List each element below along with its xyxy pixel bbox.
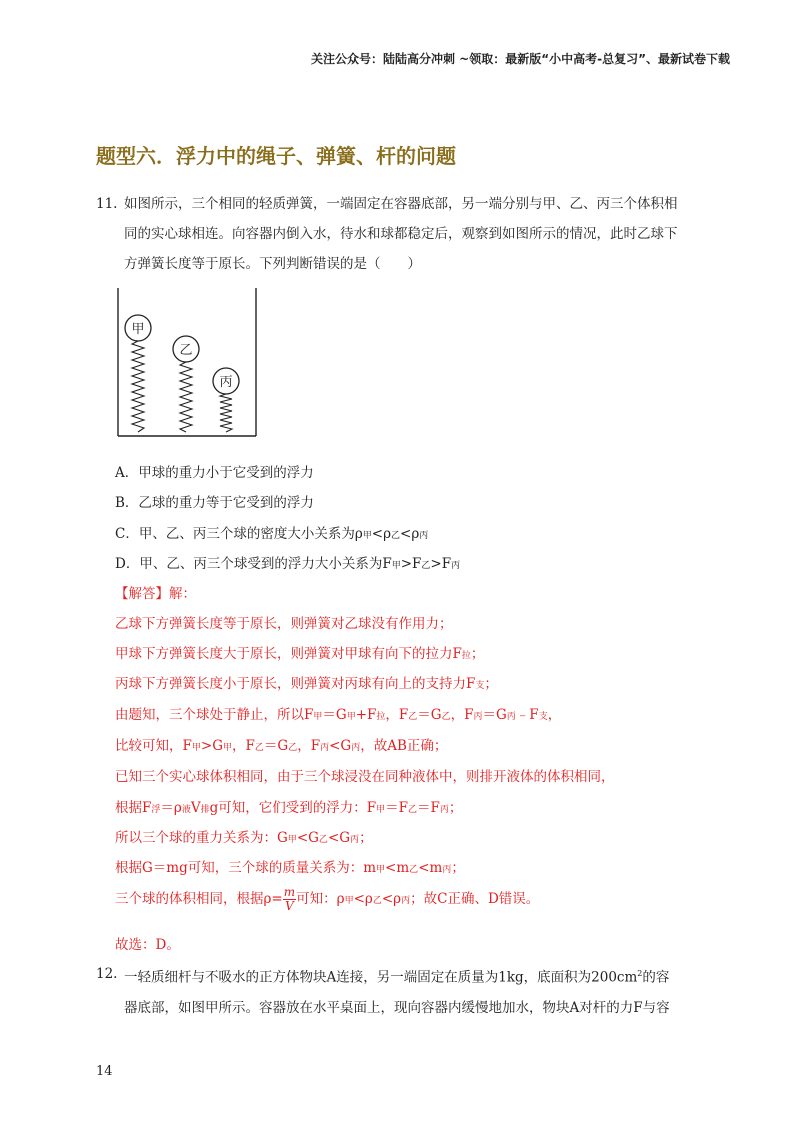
subscript: 甲 — [223, 743, 233, 753]
option-a: A．甲球的重力小于它受到的浮力 — [115, 465, 314, 481]
answer-line-1: 乙球下方弹簧长度等于原长，则弹簧对乙球没有作用力； — [115, 616, 453, 632]
option-d — [115, 552, 460, 572]
answer-text: ＝F — [385, 800, 409, 816]
answer-text: 所以三个球的重力关系为：G — [115, 830, 288, 846]
subscript: 甲 — [344, 896, 354, 906]
subscript: 丙 — [506, 712, 516, 722]
answer-text: ﹣F — [515, 707, 539, 723]
subscript: 丙 — [442, 865, 452, 875]
question-11-line-2: 同的实心球相连。向容器内倒入水，待水和球都稳定后，观察到如图所示的情况，此时乙球下 — [124, 226, 678, 242]
fraction-numerator: m — [283, 885, 296, 899]
answer-text: 根据F — [115, 800, 152, 816]
question-11-number: 11. — [96, 196, 118, 212]
question-12-line-1 — [124, 959, 724, 993]
question-12-number: 12. — [96, 966, 118, 982]
subscript: 排 — [200, 805, 210, 815]
subscript: 甲 — [376, 805, 386, 815]
subscript: 液 — [181, 805, 191, 815]
answer-line-2 — [115, 642, 484, 662]
answer-text: ，故AB正确； — [360, 738, 448, 754]
answer-line-8 — [115, 826, 373, 846]
subscript: 甲 — [191, 743, 201, 753]
answer-text: ，F — [232, 738, 255, 754]
answer-text: 根据G＝mg可知，三个球的质量关系为：m — [115, 860, 377, 876]
question-12-text-part: 的容 — [642, 969, 670, 986]
subscript: 甲 — [313, 712, 323, 722]
option-c — [115, 522, 428, 542]
subscript: 乙 — [408, 805, 418, 815]
answer-text — [296, 891, 539, 907]
option-d-text: >F — [430, 556, 452, 572]
subscript: 丙 — [320, 743, 330, 753]
density-fraction — [283, 886, 296, 913]
answer-text: ，F — [297, 738, 321, 754]
spring-bing — [220, 394, 232, 432]
answer-text: g可知，它们受到的浮力：F — [209, 800, 377, 816]
answer-text: <m — [385, 860, 410, 876]
subscript: 丙 — [439, 805, 449, 815]
subscript: 乙 — [254, 743, 264, 753]
answer-text: ； — [451, 860, 465, 876]
answer-text: ； — [448, 800, 463, 816]
subscript: 乙 — [408, 712, 418, 722]
subscript: 乙 — [409, 865, 419, 875]
answer-text: <ρ — [381, 891, 402, 907]
page-header: 关注公众号：陆陆高分冲刺 ~领取：最新版“小中高考-总复习”、最新试卷下载 — [311, 52, 730, 66]
subscript: 拉 — [376, 712, 386, 722]
question-12-text — [124, 959, 724, 1023]
answer-text: ，F — [385, 707, 409, 723]
answer-text: 三个球的体积相同，根据ρ= — [115, 891, 283, 907]
spring-figure — [114, 286, 264, 442]
option-c-text: <ρ — [371, 526, 392, 542]
answer-text: ＝F — [417, 800, 440, 816]
subscript: 丙 — [350, 835, 360, 845]
question-11-line-3: 方弹簧长度等于原长。下列判断错误的是（ ） — [124, 256, 421, 272]
answer-text: ＝G — [263, 738, 289, 754]
answer-text: <G — [329, 738, 352, 754]
ball-yi-label: 乙 — [179, 343, 193, 358]
option-c-sub: 甲 — [362, 531, 372, 541]
answer-text: ； — [359, 830, 373, 846]
answer-text: 可知：ρ — [296, 891, 345, 907]
subscript: 丙 — [351, 743, 361, 753]
answer-text: ＝ρ — [160, 800, 182, 816]
option-d-sub: 乙 — [421, 561, 431, 571]
subscript: 乙 — [441, 712, 451, 722]
option-d-text: >F — [400, 556, 422, 572]
option-d-sub: 丙 — [451, 561, 461, 571]
subscript: 丙 — [401, 896, 411, 906]
question-11-text — [124, 189, 724, 279]
question-12-text-part: 一轻质细杆与不吸水的正方体物块A连接，另一端固定在质量为1kg，底面积为200cm — [124, 969, 638, 986]
answer-text: ； — [470, 646, 485, 662]
answer-sub: 支 — [475, 681, 485, 691]
answer-text: ； — [484, 676, 498, 692]
answer-text: ＝G — [322, 707, 347, 723]
section-title: 题型六．浮力中的绳子、弹簧、杆的问题 — [96, 144, 456, 168]
answer-text: <ρ — [353, 891, 373, 907]
answer-text: +F — [355, 707, 377, 723]
option-c-text: <ρ — [400, 526, 420, 542]
subscript: 支 — [538, 712, 548, 722]
superscript: 2 — [637, 969, 643, 978]
option-d-text: D．甲、乙、丙三个球受到的浮力大小关系为F — [115, 556, 392, 572]
answer-text: >G — [200, 738, 223, 754]
option-c-text: C．甲、乙、丙三个球的密度大小关系为ρ — [115, 526, 363, 542]
ball-jia-label: 甲 — [131, 322, 145, 337]
answer-text: <m — [418, 860, 443, 876]
option-c-sub: 乙 — [391, 531, 401, 541]
subscript: 浮 — [151, 805, 161, 815]
subscript: 乙 — [318, 835, 328, 845]
option-c-sub: 丙 — [419, 531, 429, 541]
answer-text: ，F — [450, 707, 474, 723]
answer-text: <G — [296, 830, 319, 846]
answer-conclusion: 故选：D。 — [115, 937, 180, 953]
question-11-line-1: 如图所示，三个相同的轻质弹簧，一端固定在容器底部，另一端分别与甲、乙、丙三个体积相 — [124, 196, 678, 212]
answer-line-6: 已知三个实心球体积相同，由于三个球浸没在同种液体中，则排开液体的体积相同， — [115, 769, 615, 785]
answer-line-10 — [115, 886, 539, 913]
answer-text: 由题知，三个球处于静止，所以F — [115, 707, 314, 723]
option-b: B．乙球的重力等于它受到的浮力 — [115, 495, 314, 511]
answer-line-3 — [115, 672, 498, 692]
answer-line-7 — [115, 796, 462, 816]
answer-text: ， — [547, 707, 562, 723]
answer-text: ；故C正确、D错误。 — [410, 891, 540, 907]
fraction-denominator: V — [285, 899, 294, 913]
spring-yi — [180, 362, 192, 432]
answer-heading: 【解答】解： — [115, 586, 196, 602]
subscript: 甲 — [287, 835, 297, 845]
answer-line-5 — [115, 734, 447, 754]
page-number: 14 — [96, 1064, 113, 1079]
answer-text: <G — [327, 830, 351, 846]
answer-line-9 — [115, 856, 465, 876]
answer-sub: 拉 — [461, 651, 471, 661]
option-d-sub: 甲 — [391, 561, 401, 571]
subscript: 丙 — [473, 712, 483, 722]
answer-text: 甲球下方弹簧长度大于原长，则弹簧对甲球有向下的拉力F — [115, 646, 462, 662]
answer-line-4 — [115, 703, 561, 723]
subscript: 乙 — [372, 896, 382, 906]
spring-jia — [132, 341, 144, 432]
answer-text: ＝G — [482, 707, 507, 723]
answer-text: V — [190, 800, 201, 816]
answer-text: 丙球下方弹簧长度小于原长，则弹簧对丙球有向上的支持力F — [115, 676, 476, 692]
question-12-line-2: 器底部，如图甲所示。容器放在水平桌面上，现向容器内缓慢地加水，物块A对杆的力F与容 — [124, 999, 670, 1016]
subscript: 甲 — [346, 712, 356, 722]
subscript: 甲 — [376, 865, 386, 875]
subscript: 乙 — [288, 743, 298, 753]
ball-bing-label: 丙 — [219, 375, 233, 390]
answer-text: 比较可知，F — [115, 738, 192, 754]
answer-text: ＝G — [417, 707, 442, 723]
